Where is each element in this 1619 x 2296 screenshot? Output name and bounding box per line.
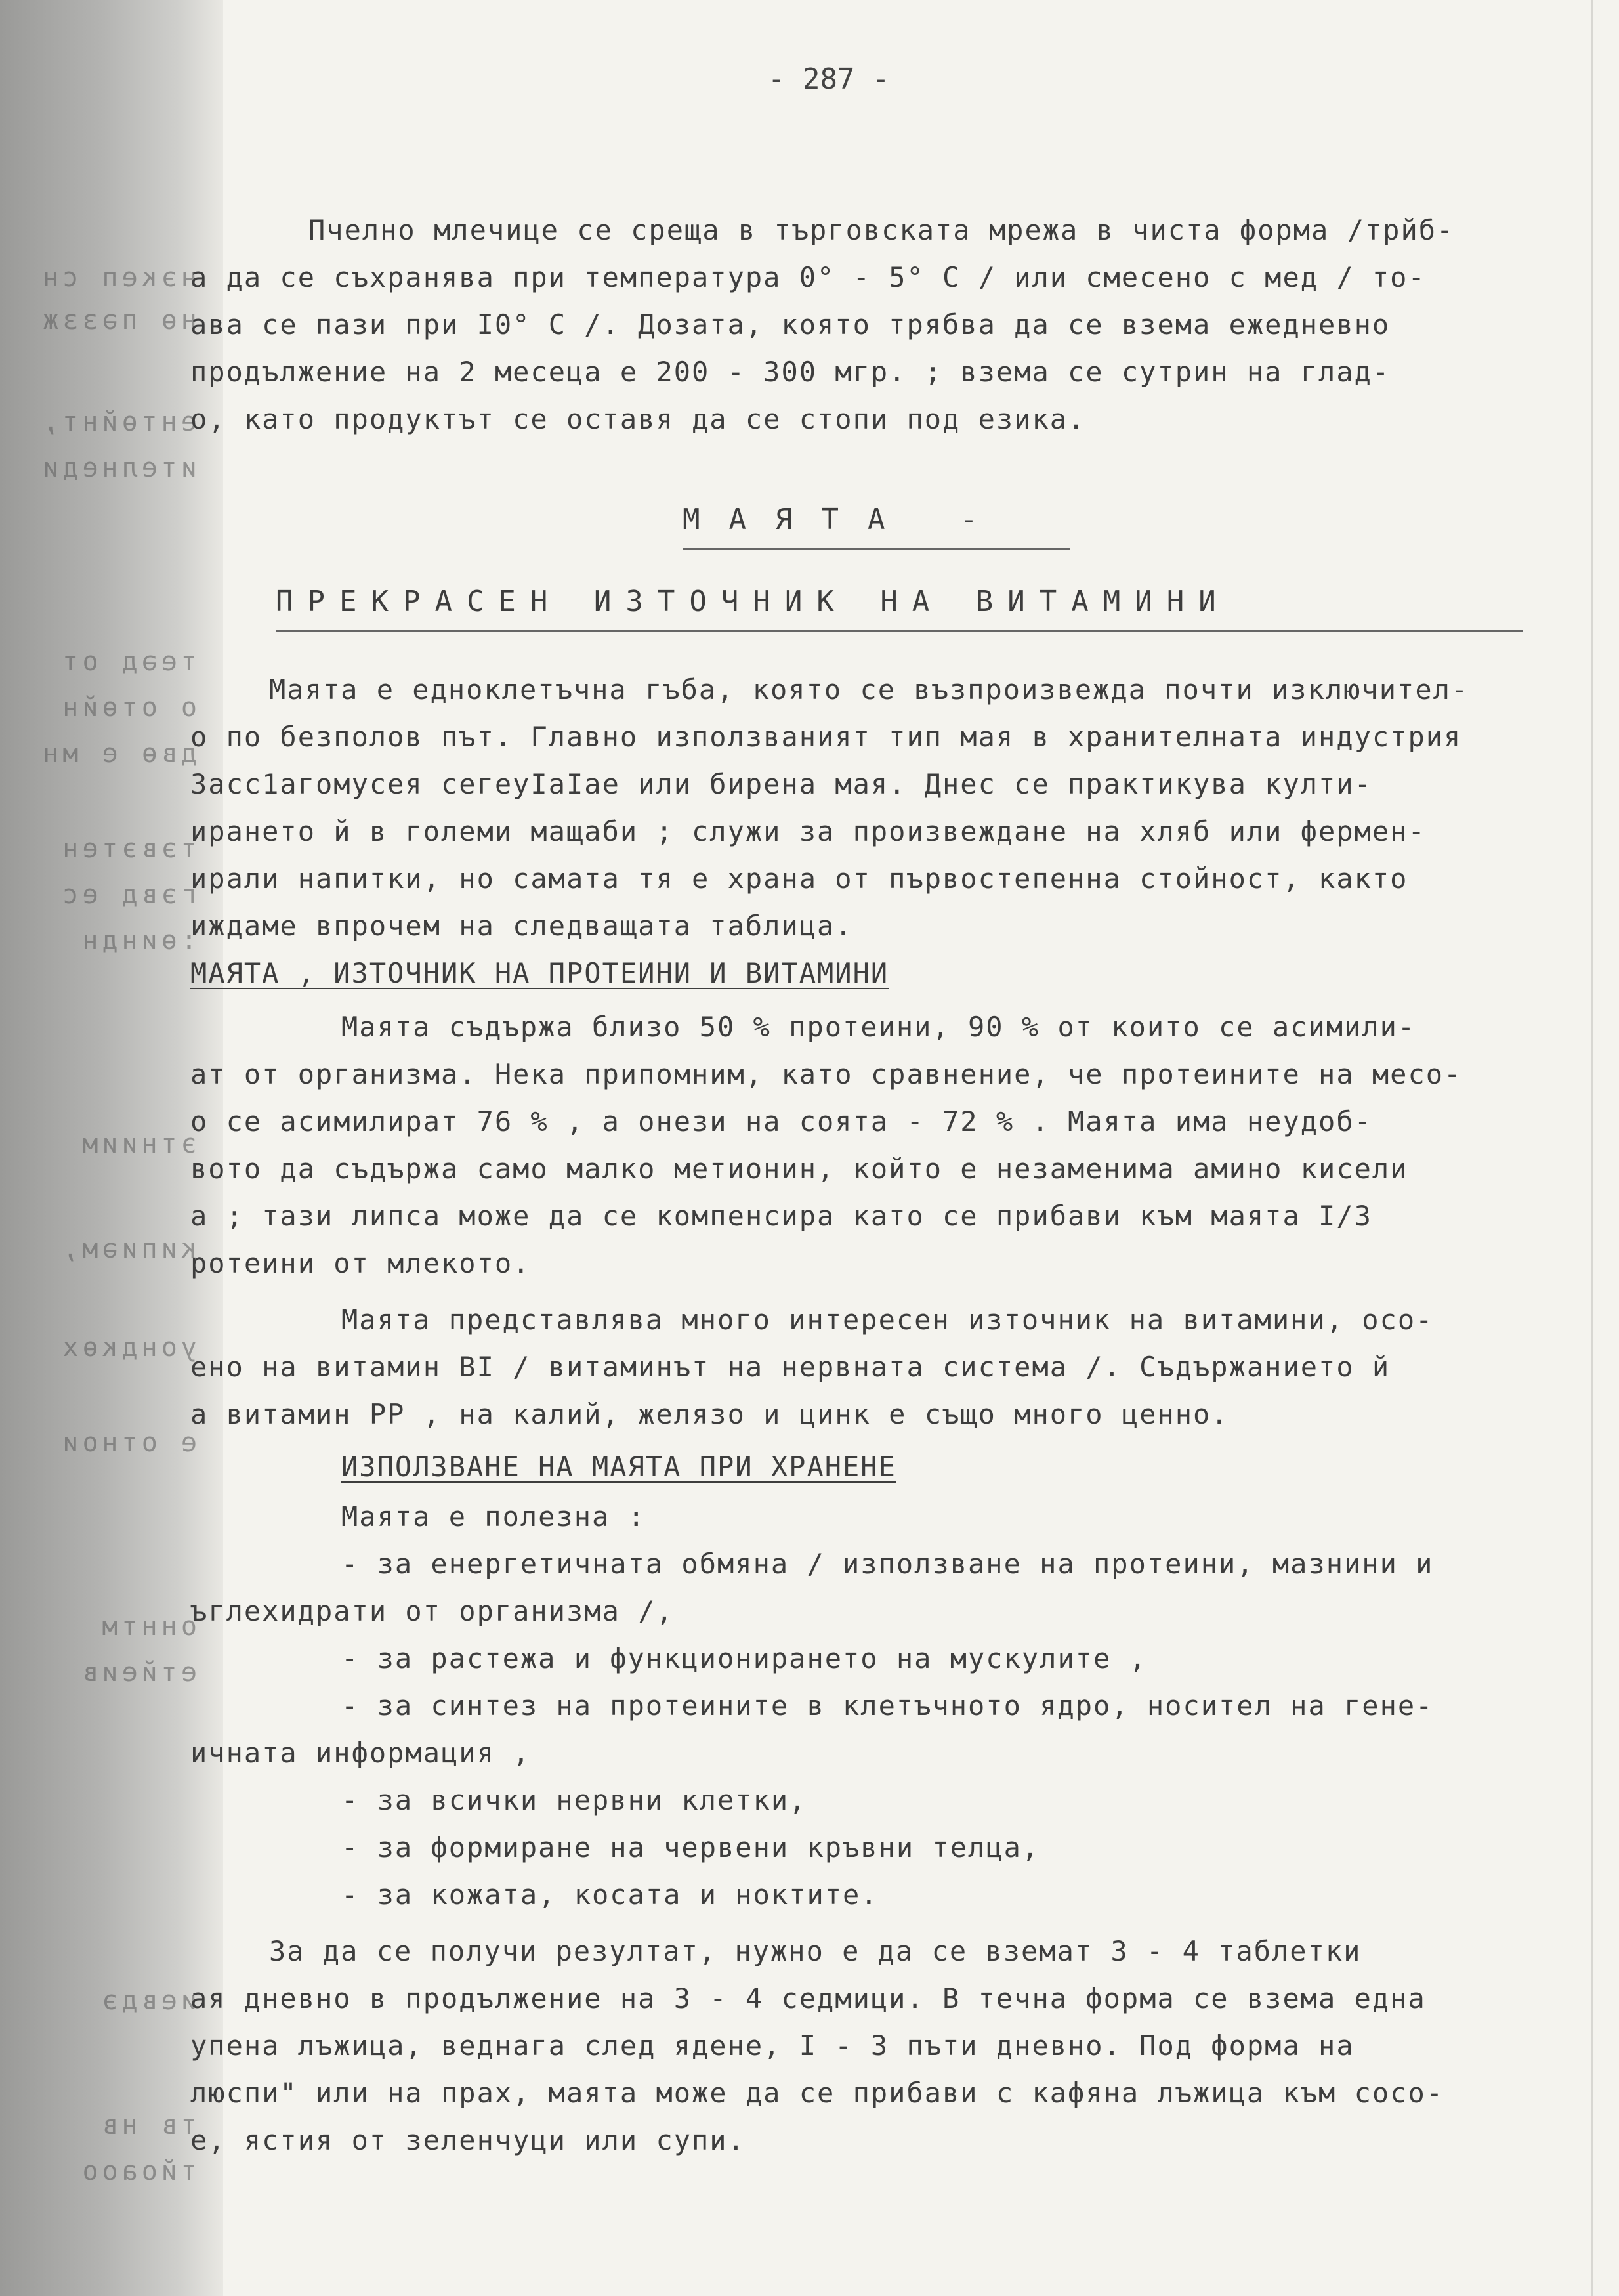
paragraph-line: а ; тази липса може да се компенсира като се прибави към маята I/3: [190, 1200, 1372, 1232]
paragraph-line: Пчелно млечице се среща в търговската мрежа в чиста форма /трйб-: [308, 214, 1455, 246]
paragraph-line: о по безполов път. Главно използваният тип мая в хранителната индустрия: [190, 721, 1462, 753]
list-item: ъглехидрати от организма /,: [190, 1595, 674, 1627]
bleed-through-text: :өиндн: [78, 925, 197, 956]
paragraph-line: Засс1агомусея сегеуIаIае или бирена мая. Днес се практикува култи-: [190, 768, 1372, 800]
paragraph-line: е, ястия от зеленчуци или супи.: [190, 2124, 746, 2156]
bleed-through-text: нэкеп сн: [39, 263, 197, 293]
bleed-through-text: оннтм: [98, 1611, 197, 1642]
list-item: - за кожата, косата и ноктите.: [341, 1879, 879, 1911]
heading-subtitle: ПРЕКРАСЕН ИЗТОЧНИК НА ВИТАМИНИ: [276, 585, 1230, 618]
heading-title: МАЯТА -: [683, 503, 1007, 536]
paragraph-line: ая дневно в продължение на 3 - 4 седмици. В течна форма се взема една: [190, 1982, 1426, 2014]
list-item: ичната информация ,: [190, 1737, 531, 1769]
section-title: ИЗПОЛЗВАНЕ НА МАЯТА ПРИ ХРАНЕНЕ: [341, 1451, 896, 1483]
bleed-through-text: е отнои: [58, 1428, 197, 1458]
paragraph-line: о се асимилират 76 % , а онези на соята - 72 % . Маята има неудоб-: [190, 1105, 1372, 1137]
paragraph-line: Маята представлява много интересен източник на витамини, осо-: [341, 1304, 1434, 1336]
bleed-through-text: тэвэтен: [58, 834, 197, 864]
paragraph-line: ено на витамин BI / витаминът на нервната система /. Съдържанието й: [190, 1351, 1391, 1383]
paragraph-line: ирали напитки, но самата тя е храна от първостепенна стойност, както: [190, 862, 1408, 895]
list-item: - за растежа и функционирането на мускулите ,: [341, 1642, 1147, 1674]
list-item: - за енергетичната обмяна / използване на протеини, мазнини и: [341, 1548, 1434, 1580]
heading-double-rule: [683, 548, 1070, 553]
bleed-through-text: нө пәззж: [39, 305, 197, 335]
paragraph-line: а да се съхранява при температура 0° - 5° С / или смесено с мед / то-: [190, 261, 1426, 293]
paragraph-line: а витамин РР , на калий, желязо и цинк е също много ценно.: [190, 1398, 1229, 1430]
bleed-through-text: этниим: [78, 1129, 197, 1159]
bleed-through-text: уондкөх: [58, 1332, 197, 1363]
page-number: - 287 -: [768, 62, 890, 96]
bleed-through-text: иевдэ: [98, 1986, 197, 2016]
paragraph-line: о, като продуктът се оставя да се стопи под езика.: [190, 403, 1086, 435]
list-item: - за синтез на протеините в клетъчното ядро, носител на гене-: [341, 1690, 1434, 1722]
bleed-through-text: ентөйнт,: [39, 407, 197, 437]
paragraph-line: ирането й в големи мащаби ; служи за произвеждане на хляб или фермен-: [190, 815, 1426, 847]
paragraph-line: ава се пази при I0° С /. Дозата, която трябва да се взема ежедневно: [190, 308, 1391, 341]
paragraph-line: За да се получи резултат, нужно е да се вземат 3 - 4 таблетки: [269, 1935, 1362, 1967]
paragraph-line: Маята е едноклетъчна гъба, която се възпроизвежда почти изключител-: [269, 673, 1469, 706]
paragraph-line: упена лъжица, веднага след ядене, I - 3 пъти дневно. Под форма на: [190, 2030, 1355, 2062]
bleed-through-text: кипиәм,: [58, 1234, 197, 1264]
bleed-through-text: двө е мн: [39, 738, 197, 769]
page-edge: [1591, 0, 1593, 2296]
bleed-through-text: тйоаоо: [78, 2156, 197, 2186]
bleed-through-text: теәд от: [58, 647, 197, 677]
list-item: - за всички нервни клетки,: [341, 1784, 807, 1816]
list-item: - за формиране на червени кръвни телца,: [341, 1831, 1040, 1863]
bleed-through-text: етйеив: [78, 1657, 197, 1688]
paragraph-line: ат от организма. Нека припомним, като сравнение, че протеините на месо-: [190, 1058, 1462, 1090]
paragraph-line: люспи" или на прах, маята може да се прибави с кафяна лъжица към сосо-: [190, 2077, 1444, 2109]
bleed-through-text: о отөйн: [58, 692, 197, 723]
bleed-through-text: тв нв: [98, 2110, 197, 2140]
list-intro: Маята е полезна :: [341, 1500, 646, 1533]
paragraph-line: иждаме впрочем на следващата таблица.: [190, 910, 853, 942]
paragraph-line: продължение на 2 месеца е 200 - 300 мгр. ; взема се сутрин на глад-: [190, 356, 1391, 388]
paragraph-line: вото да съдържа само малко метионин, който е незаменима амино кисели: [190, 1153, 1408, 1185]
paragraph-line: ротеини от млекото.: [190, 1247, 531, 1279]
subtitle-double-rule: [276, 630, 1523, 635]
bleed-through-text: ителнеди: [39, 453, 197, 483]
paragraph-line: Маята съдържа близо 50 % протеини, 90 % от които се асимили-: [341, 1011, 1416, 1043]
section-title: МАЯТА , ИЗТОЧНИК НА ПРОТЕИНИ И ВИТАМИНИ: [190, 957, 889, 989]
bleed-through-text: гэвд ес: [58, 880, 197, 910]
